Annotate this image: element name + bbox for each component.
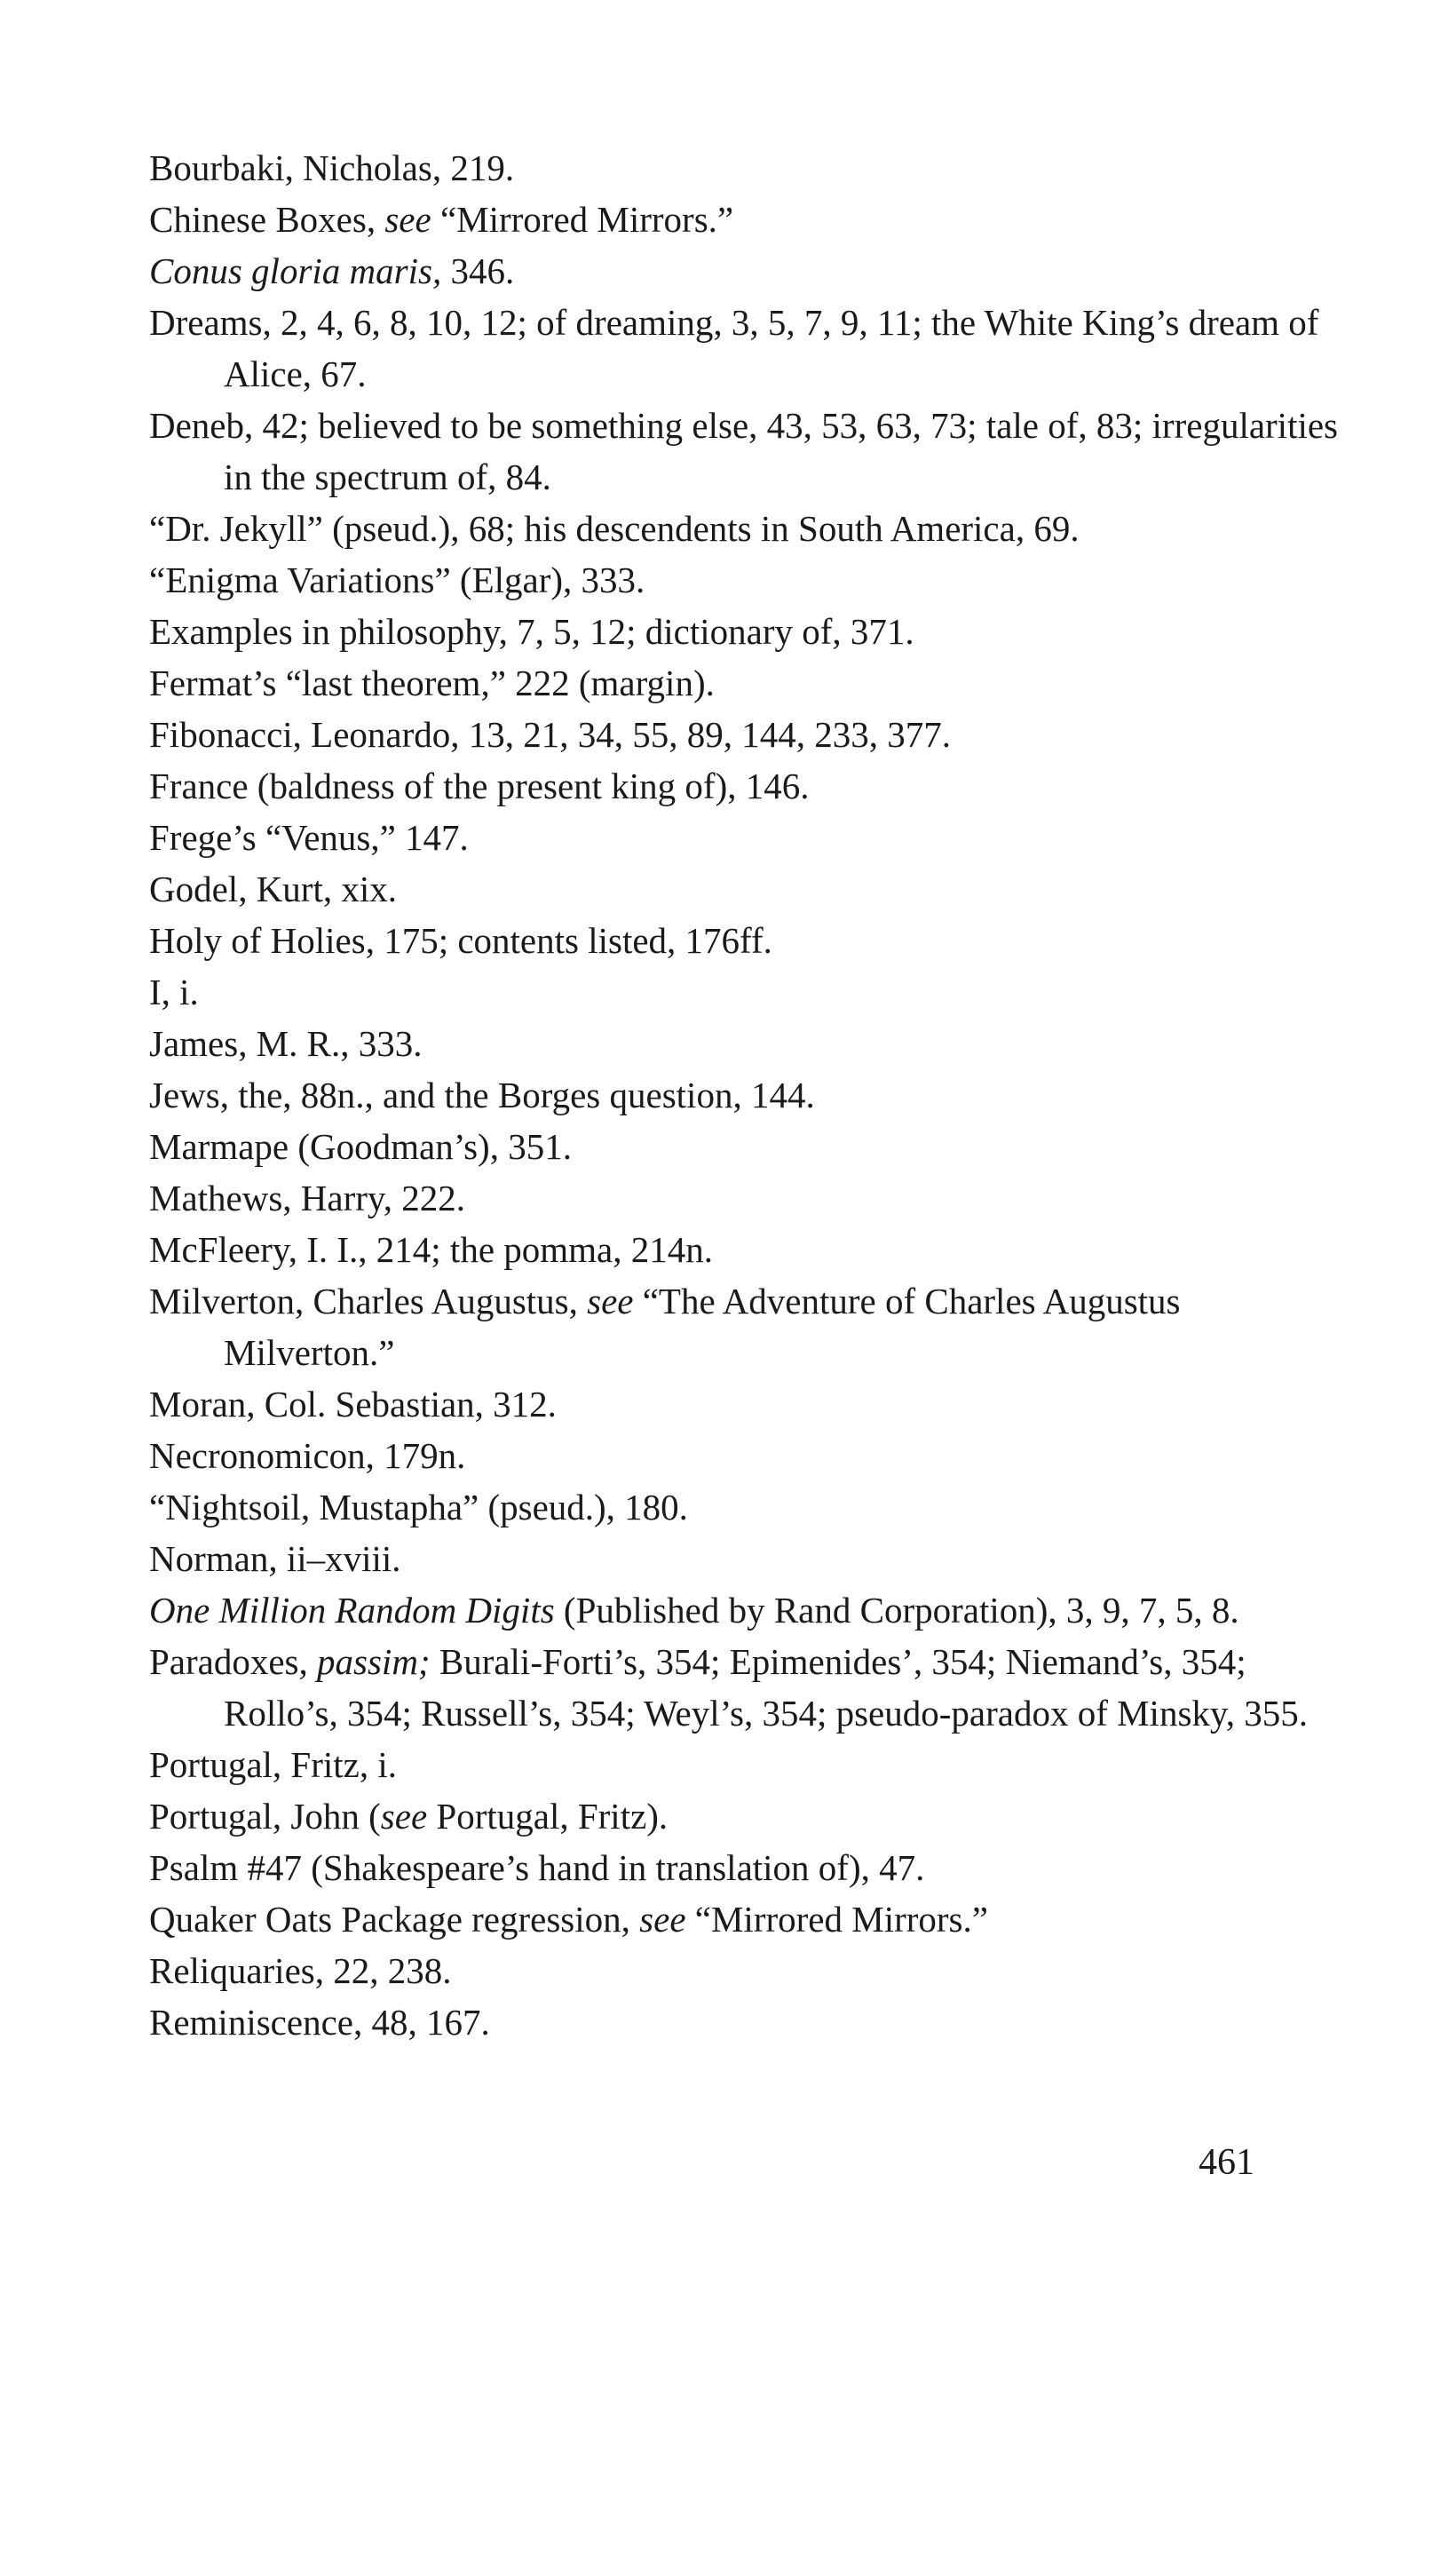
index-entry-text: I, i. (149, 972, 199, 1012)
index-entry-text: Chinese Boxes, (149, 199, 385, 240)
index-entry-text: Reliquaries, 22, 238. (149, 1950, 452, 1991)
index-entry-text: Dreams, 2, 4, 6, 8, 10, 12; of dreaming, 3, 5, 7, 9, 11; the White King’s dream of Alice, 67. (149, 302, 1319, 394)
index-entry-text: “The Adventure of Charles Augustus Milverton.” (224, 1281, 1181, 1373)
index-entry (149, 1533, 1339, 1584)
index-entry-italic-text: see (384, 199, 431, 240)
index-entry (149, 760, 1339, 812)
index-entry-text: “Mirrored Mirrors.” (431, 199, 734, 240)
index-entry-text: “Enigma Variations” (Elgar), 333. (149, 559, 645, 600)
page-number: 461 (1199, 2142, 1254, 2183)
index-entry-text: Bourbaki, Nicholas, 219. (149, 147, 515, 188)
index-entry (149, 657, 1339, 709)
index-entry (149, 1018, 1339, 1069)
index-entry-text: “Dr. Jekyll” (pseud.), 68; his descendents in South America, 69. (149, 508, 1080, 549)
index-entry (149, 709, 1339, 760)
index-entry (149, 1790, 1339, 1842)
index-entry-text: Fermat’s “last theorem,” 222 (margin). (149, 663, 715, 703)
index-entry-text: Norman, ii–xviii. (149, 1538, 401, 1579)
index-entry (149, 297, 1339, 400)
index-entry-text: Paradoxes, (149, 1641, 318, 1682)
index-entry-text: Mathews, Harry, 222. (149, 1178, 466, 1218)
index-entry (149, 863, 1339, 915)
index-entry-text: Frege’s “Venus,” 147. (149, 817, 469, 858)
index-entry-text: Moran, Col. Sebastian, 312. (149, 1384, 557, 1424)
index-entry-text: “Mirrored Mirrors.” (685, 1899, 988, 1940)
index-entry (149, 915, 1339, 966)
index-entry-text: Portugal, John ( (149, 1796, 381, 1837)
index-entry (149, 1378, 1339, 1430)
index-entry-italic-text: passim; (317, 1641, 431, 1682)
index-entry (149, 1584, 1339, 1636)
index-entry (149, 503, 1339, 554)
index-entry-text: McFleery, I. I., 214; the pomma, 214n. (149, 1229, 713, 1270)
index-entry (149, 1739, 1339, 1790)
index-entry (149, 194, 1339, 245)
index-entry (149, 1945, 1339, 1996)
index-entry (149, 606, 1339, 657)
index-entry (149, 1636, 1339, 1739)
index-entry (149, 245, 1339, 297)
index-entry-text: Burali-Forti’s, 354; Epimenides’, 354; Niemand’s, 354; Rollo’s, 354; Russell’s, 354; Weyl’s, 354; pseudo-paradox of Minsky, 355. (224, 1641, 1308, 1734)
index-entry-text: James, M. R., 333. (149, 1023, 423, 1064)
index-entry (149, 966, 1339, 1018)
index-entry (149, 1996, 1339, 2048)
index-entry (149, 1430, 1339, 1481)
index-entry-italic-text: see (587, 1281, 634, 1321)
index-entry (149, 1172, 1339, 1224)
index-entry-text: Milverton, Charles Augustus, (149, 1281, 588, 1321)
index-entry-text: Fibonacci, Leonardo, 13, 21, 34, 55, 89, 144, 233, 377. (149, 714, 952, 755)
index-entry (149, 1481, 1339, 1533)
index-entry-italic-text: see (639, 1899, 686, 1940)
index-entry-text: 346. (441, 250, 515, 291)
index-entry-text: Holy of Holies, 175; contents listed, 176ff. (149, 920, 772, 961)
index-entry-text: Deneb, 42; believed to be something else, 43, 53, 63, 73; tale of, 83; irregularities in the spectrum of, 84. (149, 405, 1339, 497)
index-entry-text: Portugal, Fritz). (427, 1796, 669, 1837)
index-entry (149, 400, 1339, 503)
index-entry (149, 1893, 1339, 1945)
index-entry-italic-text: One Million Random Digits (149, 1590, 555, 1631)
index-entry (149, 1275, 1339, 1378)
index-entry-text: France (baldness of the present king of), 146. (149, 766, 810, 806)
index-entry-text: Marmape (Goodman’s), 351. (149, 1126, 572, 1167)
index-entry (149, 1069, 1339, 1121)
index-entry (149, 812, 1339, 863)
index-entry-text: “Nightsoil, Mustapha” (pseud.), 180. (149, 1487, 688, 1527)
index-entry-text: Examples in philosophy, 7, 5, 12; dictionary of, 371. (149, 611, 914, 652)
index-entry-text: Godel, Kurt, xix. (149, 869, 397, 909)
index-entry (149, 1121, 1339, 1172)
index-entry-text: (Published by Rand Corporation), 3, 9, 7, 5, 8. (554, 1590, 1239, 1631)
index-entry (149, 1842, 1339, 1893)
index-entry-text: Quaker Oats Package regression, (149, 1899, 640, 1940)
index-entry (149, 142, 1339, 194)
index-entry-text: Necronomicon, 179n. (149, 1435, 466, 1476)
index-entry-italic-text: Conus gloria maris, (149, 250, 442, 291)
index-entry-text: Psalm #47 (Shakespeare’s hand in translation of), 47. (149, 1847, 925, 1888)
index-list (149, 142, 1339, 2048)
index-entry (149, 1224, 1339, 1275)
index-entry-italic-text: see (380, 1796, 428, 1837)
index-entry-text: Jews, the, 88n., and the Borges question, 144. (149, 1075, 815, 1115)
index-entry (149, 554, 1339, 606)
index-entry-text: Reminiscence, 48, 167. (149, 2002, 490, 2043)
index-entry-text: Portugal, Fritz, i. (149, 1744, 398, 1785)
